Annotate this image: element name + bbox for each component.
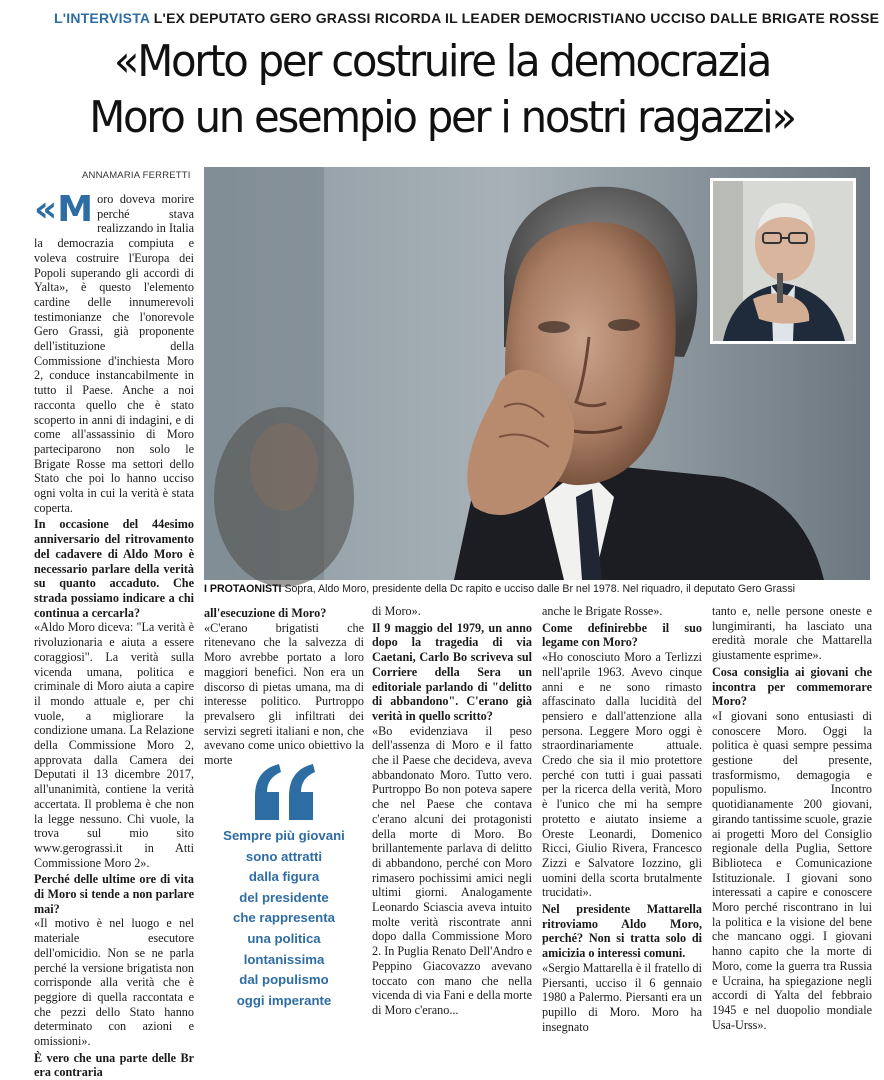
pull-quote-line: che rappresenta — [233, 910, 335, 926]
pull-quote-line: dal populismo — [239, 972, 329, 988]
answer-6: «Sergio Mattarella è il fratello di Piersanti, ucciso il 6 gennaio 1980 a Palermo. Piersanti era un pupillo di Moro. Moro ha insegnato — [542, 960, 702, 1034]
question-5: Come definirebbe il suo legame con Moro? — [542, 620, 702, 650]
answer-4: «Bo evidenziava il peso dell'assenza di Moro e il fatto che il Paese che decideva, aveva abbandonato Moro. Tutto vero. Purtroppo Bo non poteva sapere che nel Paese che contava c'erano alcuni dei protagonisti della morte di Moro. Bo brillantemente parlava di delitto di abbandono, perché con Moro rimasero pochissimi amici negli ultimi giorni. Analogamente Leonardo Sciascia aveva intuito molte verità riscontrate anni dopo dalla Commissione Moro 2. In Puglia Renato Dell'Andro e Peppino Giacovazzo avevano toccato con mano che nella vicenda di via Fani e della morte di Moro c'erano... — [372, 723, 532, 1017]
article-intro — [34, 189, 194, 515]
question-7: Cosa consiglia ai giovani che incontra per commemorare Moro? — [712, 664, 872, 709]
question-2: Perché delle ultime ore di vita di Moro si tende a non parlare mai? — [34, 872, 194, 916]
headline-line-1: «Morto per costruire la democrazia — [113, 36, 771, 87]
answer-1: «Aldo Moro diceva: "La verità è rivoluzionaria e aiuta a essere coraggiosi". La verità sulla vicenda umana, politica e criminale di Moro aiuta a capire il mondo attuale e, per chi vuole, a migliorare la condizione umana. La Relazione della Commissione Moro 2, approvata dalla Camera dei Deputati il 13 dicembre 2017, all'unanimità, contiene la verità accertata. Il problema è che non la legge nessuno. Chi vuole, la trova sul mio sito www.gerograssi.it in Atti Commissione Moro 2». — [34, 620, 194, 870]
article-column-1 — [34, 189, 194, 1080]
question-4: Il 9 maggio del 1979, un anno dopo la tragedia di via Caetani, Carlo Bo scriveva sul Corriere della Sera un editoriale parlando di "delitto di abbandono". C'erano già verità in quello scritto? — [372, 620, 532, 723]
question-1: In occasione del 44esimo anniversario del ritrovamento del cadavere di Aldo Moro è necessario parlare della verità su quanto accaduto. Che strada possiamo indicare a chi continua a cercarla? — [34, 517, 194, 620]
answer-3: «C'erano brigatisti che ritenevano che la salvezza di Moro avrebbe portato a loro maggiori benefici. Non era un discorso di pietas umana, ma di interesse politico. Purtroppo prevalsero gli infiltrati dei servizi segreti italiani e non, che avevano come unico obiettivo la morte — [204, 620, 364, 768]
quote-mark-icon — [249, 762, 319, 822]
headline — [22, 34, 862, 146]
answer-3-end: di Moro». — [372, 604, 421, 618]
answer-4-end: anche le Brigate Rosse». — [542, 604, 663, 618]
kicker — [54, 10, 880, 26]
caption-text: Sopra, Aldo Moro, presidente della Dc rapito e ucciso dalle Br nel 1978. Nel riquadro, il deputato Gero Grassi — [284, 583, 795, 595]
pull-quote-line: lontanissima — [243, 951, 325, 967]
pull-quote-line: una politica — [247, 930, 321, 946]
pull-quote — [204, 826, 364, 1011]
answer-6-end: tanto e, nelle persone oneste e lungimiranti, ha lasciato una eredità morale che Mattarella giustamente esprime». — [712, 604, 872, 663]
photo-caption — [204, 582, 874, 596]
answer-2: «Il motivo è nel luogo e nel materiale esecutore dell'omicidio. Non se ne parla perché la versione brigatista non corrisponde alla verità che è peggiore di quella raccontata e che pezzi dello Stato hanno determinato con azioni e omissioni». — [34, 916, 194, 1049]
answer-7: «I giovani sono entusiasti di conoscere Moro. Oggi la politica è quasi sempre pessima gestione del presente, trasformismo, demagogia e populismo. Incontro quotidianamente 200 giovani, girando tantissime scuole, grazie ai progetti Moro del Consiglio regionale della Puglia, Settore Biblioteca e Comunicazione Istituzionale. I giovani sono interessati a capire e conoscere Moro perché riscontrano in lui la politica e la visione del bene che mancano oggi. I giovani hanno capito che la morte di Moro, come la guerra tra Russia e Ucraina, ha spiegazione negli accordi di Yalta del febbraio 1945 e nel duopolio mondiale Usa-Urss». — [712, 708, 872, 1032]
article-column-4 — [542, 604, 702, 1034]
question-3-end: all'esecuzione di Moro? — [204, 606, 327, 620]
pull-quote-line: oggi imperante — [236, 992, 332, 1008]
drop-cap: «M — [34, 189, 94, 230]
article-column-2 — [204, 604, 364, 768]
inset-photo-illustration — [713, 181, 853, 341]
article-column-5 — [712, 604, 872, 1032]
caption-label: I PROTAONISTI — [204, 583, 282, 595]
article-column-3 — [372, 604, 532, 1020]
pull-quote-line: dalla figura — [248, 869, 320, 885]
pull-quote-line: del presidente — [239, 889, 329, 905]
intro-text: oro doveva morire perché stava realizzando in Italia la democrazia compiuta e voleva costruire l'Europa dei Popoli superando gli accordi di Yalta», è questo l'elemento cardine delle innumerevoli testimonianze che l'onorevole Gero Grassi, già proponente dell'istituzione della Commissione d'inchiesta Moro 2, conduce instancabilmente in tutto il Paese. Anche a noi racconta quello che è stato scoperto in anni di indagini, e di come all'assassinio di Moro parteciparono non solo le Brigate Rosse ma settori dello Stato che poi lo hanno ucciso ogni volta in cui la verità è stata coperta. — [34, 192, 194, 515]
byline: ANNAMARIA FERRETTI — [82, 170, 191, 181]
question-6: Nel presidente Mattarella ritroviamo Aldo Moro, perché? Non si tratta solo di amicizia o interessi comuni. — [542, 902, 702, 961]
kicker-label: L'INTERVISTA — [54, 10, 150, 26]
answer-5: «Ho conosciuto Moro a Terlizzi nell'aprile 1963. Avevo cinque anni e ne sono rimasto affascinato dalla lucidità del pensiero e dall'attenzione alla persona. Leggere Moro oggi è straordinariamente attuale. Credo che sia il mio protettore perché con tutti i guai passati per la ricerca della verità, Moro è l'unico che mi ha sempre protetto e aiutato insieme a Oreste Leonardi, Domenico Ricci, Giulio Rivera, Francesco Zizzi e Salvatore Iozzino, gli uomini della scorta brutalmente trucidati». — [542, 650, 702, 900]
pull-quote-line: Sempre più giovani — [223, 828, 345, 843]
kicker-text: L'EX DEPUTATO GERO GRASSI RICORDA IL LEADER DEMOCRISTIANO UCCISO DALLE BRIGATE ROSSE — [153, 10, 880, 26]
pull-quote-line: sono attratti — [245, 848, 323, 864]
headline-line-2: Moro un esempio per i nostri ragazzi» — [89, 92, 795, 143]
question-3-start: È vero che una parte delle Br era contraria — [34, 1050, 194, 1080]
inset-photo-gero-grassi — [710, 178, 856, 344]
